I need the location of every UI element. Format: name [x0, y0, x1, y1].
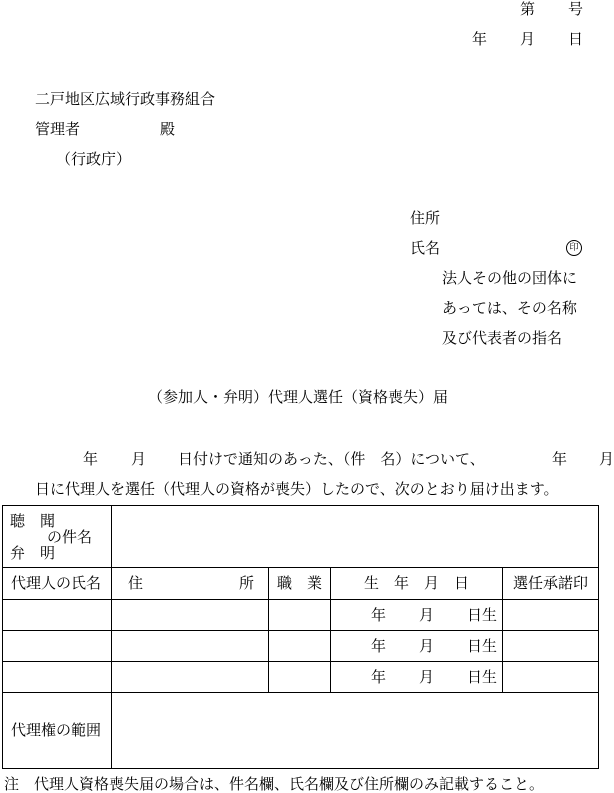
col-job-header: 職 業	[269, 568, 331, 600]
applicant-note-line2: あっては、その名称	[442, 299, 577, 317]
delegate-seal-cell[interactable]	[503, 631, 599, 662]
birth-year: 年	[371, 668, 387, 686]
delegate-name-cell[interactable]	[3, 662, 112, 693]
date-day: 日	[568, 30, 584, 48]
birth-month: 月	[419, 606, 435, 624]
table-row	[3, 662, 599, 693]
delegate-address-cell[interactable]	[112, 662, 269, 693]
case-label-cell	[3, 506, 112, 568]
case-label-c: 弁 明	[10, 544, 56, 562]
delegate-job-cell[interactable]	[269, 631, 331, 662]
birth-day: 日生	[467, 606, 498, 624]
header-row	[3, 568, 599, 600]
delegate-job-cell[interactable]	[269, 662, 331, 693]
case-row	[3, 506, 599, 568]
delegate-seal-cell[interactable]	[503, 662, 599, 693]
delegate-address-cell[interactable]	[112, 600, 269, 631]
number-dai: 第	[520, 0, 536, 18]
address-label: 住所	[410, 209, 441, 227]
body-year2: 年	[552, 450, 568, 468]
delegate-address-cell[interactable]	[112, 631, 269, 662]
delegate-birth-cell[interactable]	[331, 631, 503, 662]
name-label: 氏名	[410, 239, 441, 257]
body-line1: 日付けで通知のあった、（件 名）について、	[178, 450, 485, 468]
body-month: 月	[131, 450, 147, 468]
applicant-note-line3: 及び代表者の指名	[442, 329, 563, 347]
case-label-b: の件名	[47, 528, 93, 546]
addressee-org: 二戸地区広域行政事務組合	[35, 90, 216, 108]
delegate-name-cell[interactable]	[3, 631, 112, 662]
delegate-birth-cell[interactable]	[331, 600, 503, 631]
col-birth-header: 生 年 月 日	[331, 568, 503, 600]
case-value-cell[interactable]	[112, 506, 599, 568]
seal-mark: 印	[566, 240, 582, 256]
delegate-job-cell[interactable]	[269, 600, 331, 631]
delegate-table	[2, 505, 599, 769]
col-addr-b: 所	[239, 574, 255, 592]
number-go: 号	[568, 0, 584, 18]
body-year: 年	[83, 450, 99, 468]
delegate-seal-cell[interactable]	[503, 600, 599, 631]
delegate-birth-cell[interactable]	[331, 662, 503, 693]
birth-month: 月	[419, 668, 435, 686]
addressee-office: （行政庁）	[56, 150, 132, 168]
birth-day: 日生	[467, 668, 498, 686]
birth-year: 年	[371, 606, 387, 624]
footnote: 注 代理人資格喪失届の場合は、件名欄、氏名欄及び住所欄のみ記載すること。	[4, 775, 545, 793]
addressee-admin: 管理者	[35, 120, 81, 138]
table-row	[3, 600, 599, 631]
scope-value-cell[interactable]	[112, 693, 599, 769]
document-title: （参加人・弁明）代理人選任（資格喪失）届	[148, 388, 449, 406]
col-seal-header: 選任承諾印	[503, 568, 599, 600]
birth-month: 月	[419, 637, 435, 655]
col-addr-a: 住	[128, 574, 144, 592]
body-line2: 日に代理人を選任（代理人の資格が喪失）したので、次のとおり届け出ます。	[35, 480, 559, 498]
col-address-header	[112, 568, 269, 600]
col-name-header: 代理人の氏名	[3, 568, 112, 600]
body-month2: 月	[599, 450, 614, 468]
scope-row	[3, 693, 599, 769]
delegate-name-cell[interactable]	[3, 600, 112, 631]
scope-label: 代理権の範囲	[3, 693, 112, 769]
table-row	[3, 631, 599, 662]
birth-day: 日生	[467, 637, 498, 655]
birth-year: 年	[371, 637, 387, 655]
addressee-honorific: 殿	[160, 120, 176, 138]
date-month: 月	[520, 30, 536, 48]
case-label-a: 聴 聞	[10, 512, 56, 530]
date-year: 年	[472, 30, 488, 48]
applicant-note-line1: 法人その他の団体に	[442, 269, 578, 287]
